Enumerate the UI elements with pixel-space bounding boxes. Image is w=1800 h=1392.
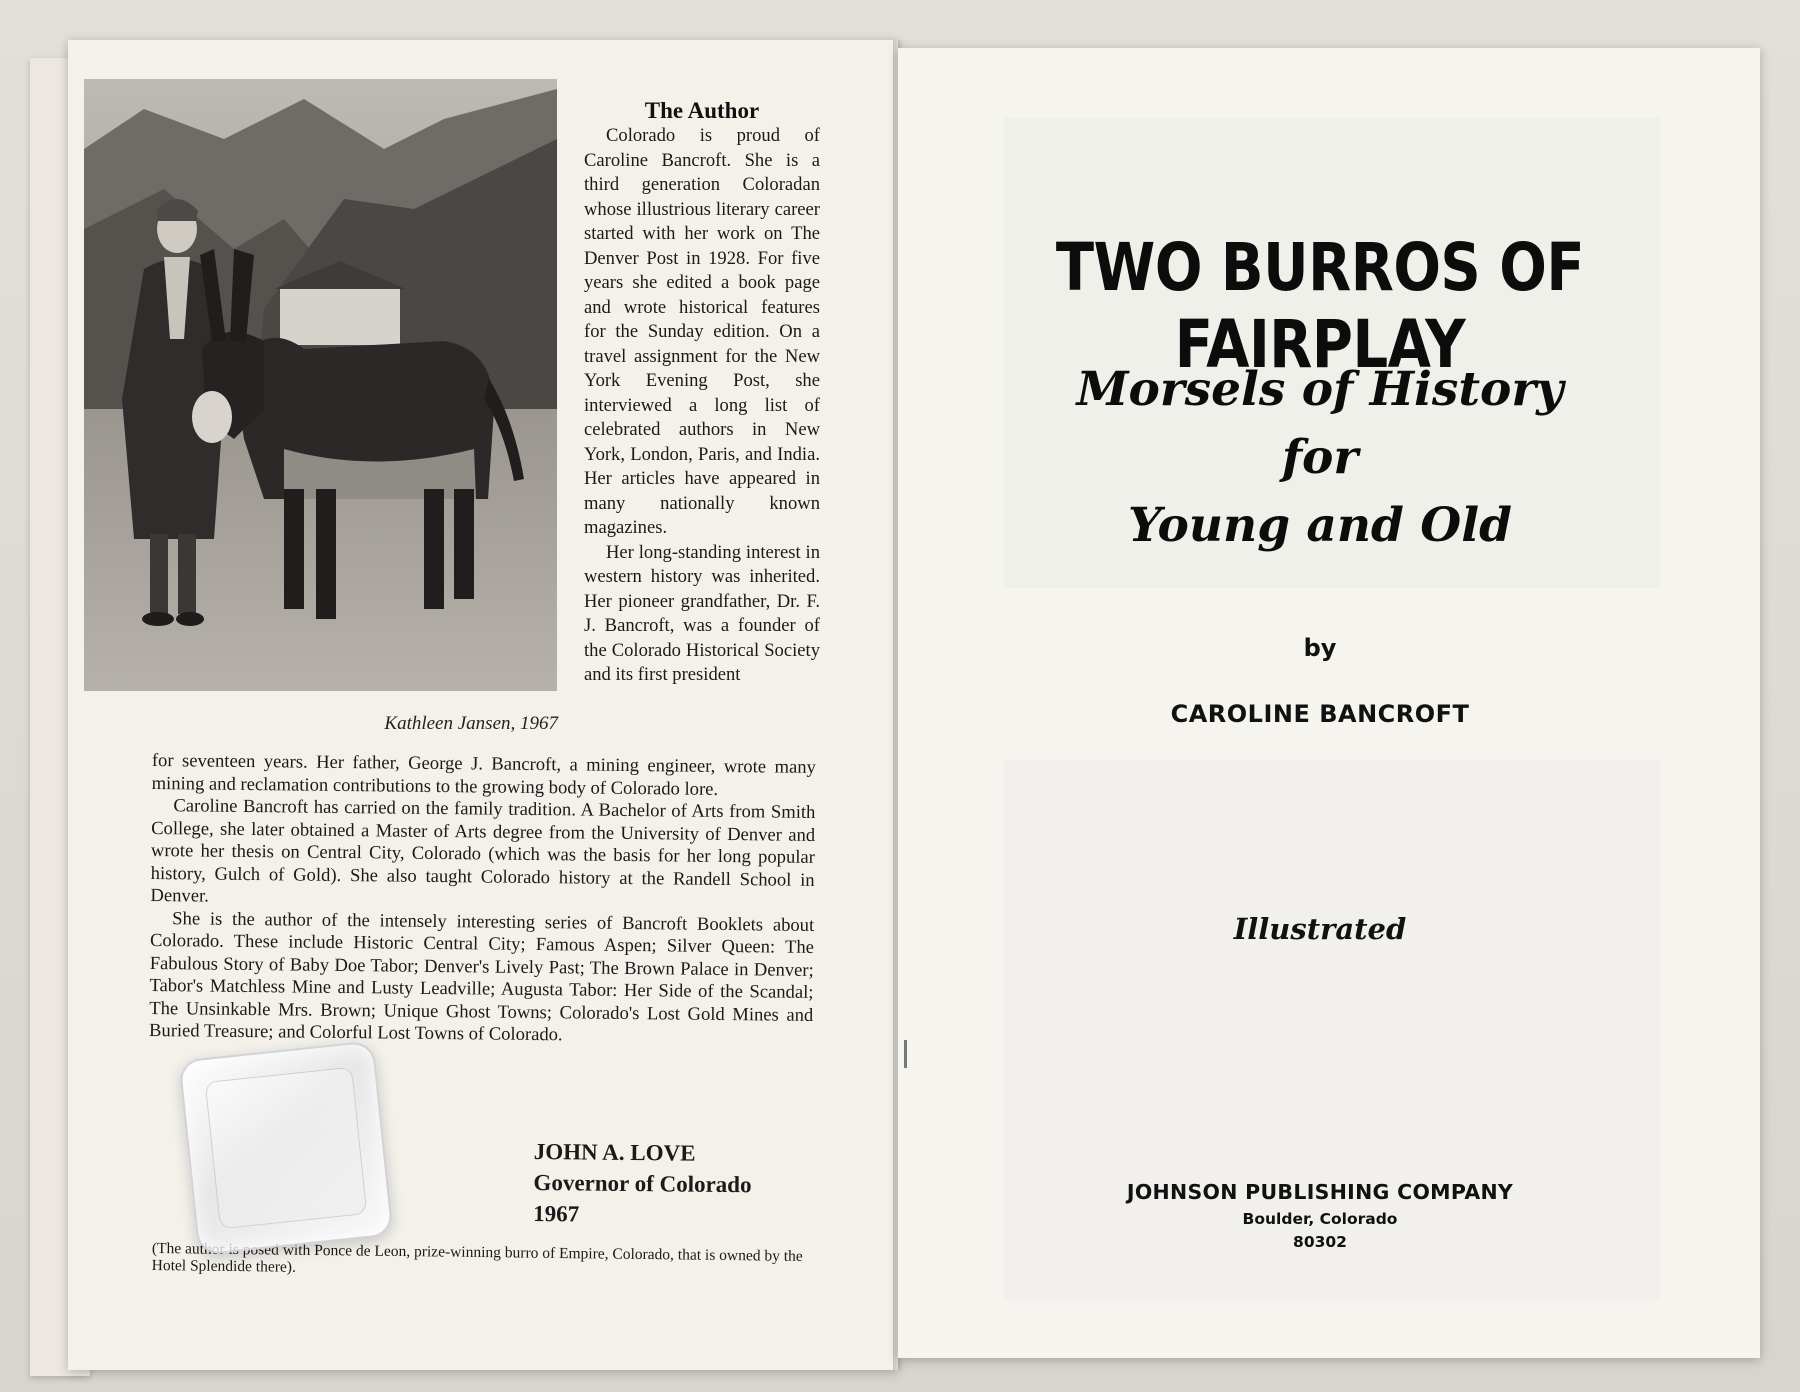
book-subtitle bbox=[960, 356, 1680, 560]
publisher-zip: 80302 bbox=[1293, 1233, 1347, 1251]
subtitle-line-3: Young and Old bbox=[1128, 498, 1512, 553]
bio-paragraph-3: Caroline Bancroft has carried on the family tradition. A Bachelor of Arts from Smith College, she later obtained a Master of Arts degree from the University of Denver and wrote her thesis on Central City, Colorado (which was the basis for her long popular history, Gulch of Gold). She also taught Colorado history at the Randell School in Denver. bbox=[150, 795, 816, 907]
page-crease-mark bbox=[904, 1040, 907, 1068]
byline-by: by bbox=[1303, 634, 1337, 662]
signature-name: JOHN A. LOVE bbox=[533, 1138, 696, 1166]
subtitle-line-2: for bbox=[1281, 430, 1359, 485]
bio-paragraph-1: Colorado is proud of Caroline Bancroft. She is a third generation Coloradan whose illustrious literary career started with her work on The Denver Post in 1928. For five years she edited a book page and wrote historical features for the Sunday edition. On a travel assignment for the New York Evening Post, she interviewed a long list of celebrated authors in New York, London, Paris, and India. Her articles have appeared in many nationally known magazines. bbox=[584, 125, 820, 538]
glass-paperweight bbox=[178, 1040, 393, 1255]
photo-illustration bbox=[84, 79, 557, 691]
photo-caption: Kathleen Jansen, 1967 bbox=[384, 713, 558, 734]
author-section-heading: The Author bbox=[644, 98, 760, 123]
bio-paragraph-4: She is the author of the intensely interesting series of Bancroft Booklets about Colorado. These include Historic Central City; Famous Aspen; Silver Queen: The Fabulous Story of Baby Doe Tabor; Denver's Lively Past; The Brown Palace in Denver; Tabor's Matchless Mine and Lusty Leadville; Augusta Tabor: Her Side of the Scandal; The Unsinkable Mrs. Brown; Unique Ghost Towns; Colorado's Lost Gold Mines and Buried Treasure; and Colorful Lost Towns of Colorado. bbox=[148, 907, 815, 1046]
book-title: TWO BURROS OF FAIRPLAY bbox=[1055, 230, 1585, 384]
author-name: CAROLINE BANCROFT bbox=[1170, 700, 1470, 728]
author-bio-side-column bbox=[584, 124, 820, 688]
photo-footnote: (The author is posed with Ponce de Leon, prize-winning burro of Empire, Colorado, that is owned by the Hotel Splendide there). bbox=[151, 1240, 803, 1276]
publisher-city: Boulder, Colorado bbox=[1242, 1210, 1398, 1228]
bio-paragraph-2-start: Her long-standing interest in western history was inherited. Her pioneer grandfather, Dr. F. J. Bancroft, was a founder of the Colorado Historical Society and its first president bbox=[584, 541, 820, 685]
paperweight-inner bbox=[205, 1067, 368, 1230]
author-bio-full-column bbox=[149, 750, 816, 1049]
signature-title: Governor of Colorado bbox=[533, 1169, 752, 1198]
illustrated-label: Illustrated bbox=[1233, 912, 1407, 946]
subtitle-line-1: Morsels of History bbox=[1076, 362, 1564, 417]
signature-year: 1967 bbox=[533, 1200, 580, 1227]
signature-block bbox=[533, 1136, 814, 1232]
author-photo bbox=[84, 79, 557, 691]
publisher-name: JOHNSON PUBLISHING COMPANY bbox=[1126, 1180, 1514, 1204]
bio-paragraph-2-cont: for seventeen years. Her father, George J. Bancroft, a mining engineer, wrote many mining and reclamation contributions to the growing body of Colorado lore. bbox=[151, 750, 816, 800]
